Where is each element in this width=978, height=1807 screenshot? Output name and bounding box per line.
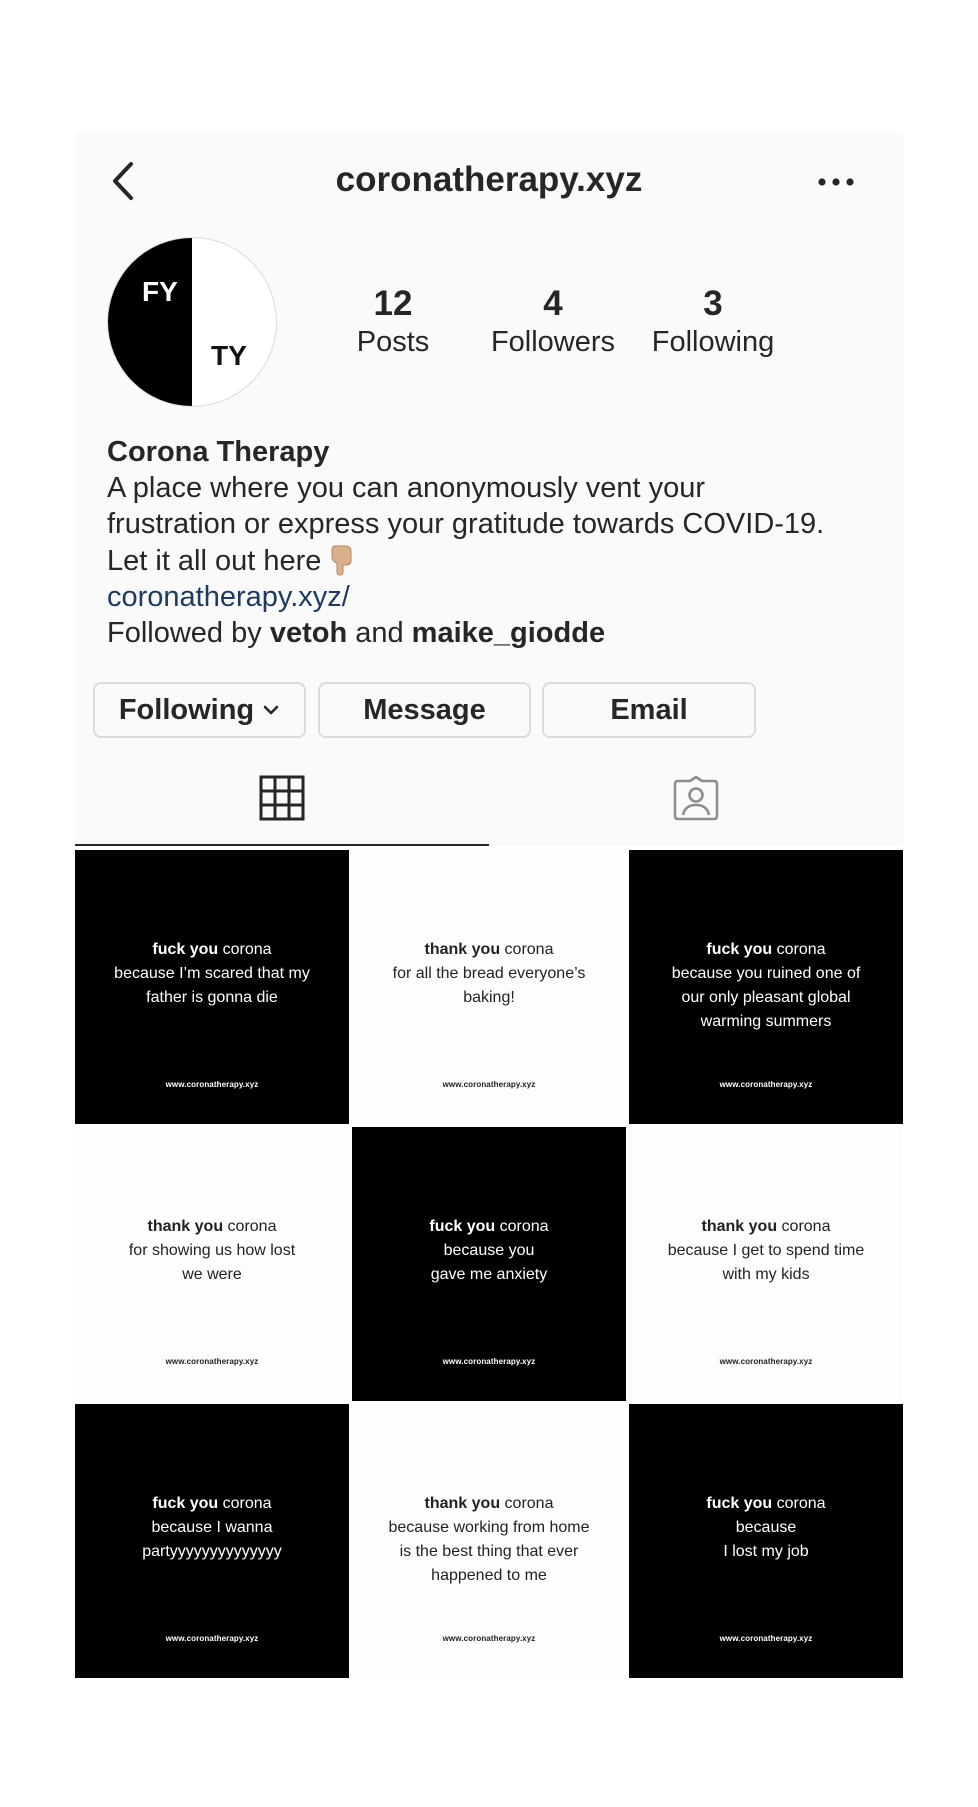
post-tile[interactable]	[75, 1127, 349, 1401]
stat-following-label: Following	[651, 326, 775, 358]
avatar-left-text: FY	[142, 276, 178, 307]
followed-by-line	[107, 615, 887, 651]
post-headline-bold: thank you	[424, 1495, 501, 1512]
stat-followers-label: Followers	[490, 326, 616, 358]
profile-website-link[interactable]: coronatherapy.xyz/	[107, 581, 350, 613]
post-headline	[635, 938, 897, 962]
post-text-line: with my kids	[722, 1266, 810, 1283]
post-text-line: for all the bread everyone’s	[392, 965, 586, 982]
post-headline-bold: fuck you	[706, 1495, 773, 1512]
post-headline	[635, 1215, 897, 1239]
post-headline-bold: fuck you	[152, 1495, 219, 1512]
post-headline	[635, 1492, 897, 1516]
post-headline-bold: thank you	[147, 1218, 224, 1235]
post-headline	[358, 1492, 620, 1516]
post-website-footer: www.coronatherapy.xyz	[719, 1080, 813, 1089]
post-headline-rest: corona	[499, 1218, 549, 1235]
post-text-line: because	[735, 1519, 797, 1536]
post-headline-rest: corona	[776, 941, 826, 958]
stat-followers-count: 4	[543, 284, 563, 323]
stat-following[interactable]	[638, 284, 788, 360]
post-tile[interactable]	[75, 850, 349, 1124]
post-website-footer: www.coronatherapy.xyz	[719, 1634, 813, 1643]
post-headline-rest: corona	[776, 1495, 826, 1512]
avatar-right-text: TY	[211, 340, 247, 371]
avatar-black-half	[108, 238, 192, 406]
post-website-footer: www.coronatherapy.xyz	[165, 1080, 259, 1089]
post-tile[interactable]	[352, 850, 626, 1124]
bio-line: A place where you can anonymously vent your	[107, 472, 706, 504]
followed-by-prefix: Followed by	[107, 617, 262, 649]
stat-posts[interactable]	[318, 284, 468, 360]
post-tile[interactable]	[352, 1127, 626, 1401]
post-text	[358, 938, 620, 1010]
post-text	[81, 1215, 343, 1287]
post-text-line: father is gonna die	[146, 989, 278, 1006]
post-headline	[358, 938, 620, 962]
active-tab-indicator	[75, 844, 489, 846]
following-button-label: Following	[118, 693, 255, 726]
post-website-footer: www.coronatherapy.xyz	[442, 1080, 536, 1089]
post-text-line: I lost my job	[723, 1543, 809, 1560]
post-headline-rest: corona	[504, 1495, 554, 1512]
profile-bio	[107, 434, 887, 651]
post-text	[635, 938, 897, 1034]
post-headline	[81, 1215, 343, 1239]
post-text-line: happened to me	[431, 1567, 547, 1584]
post-text-line: we were	[182, 1266, 242, 1283]
profile-username: coronatherapy.xyz	[335, 160, 643, 199]
followed-by-user-maike[interactable]: maike_giodde	[411, 617, 606, 649]
post-headline-rest: corona	[781, 1218, 831, 1235]
tagged-person-icon	[672, 775, 720, 821]
post-text	[358, 1215, 620, 1287]
pointing-down-emoji-icon	[329, 542, 355, 576]
post-headline	[81, 1492, 343, 1516]
post-headline-bold: fuck you	[706, 941, 773, 958]
post-headline-rest: corona	[222, 1495, 272, 1512]
email-button-label: Email	[610, 693, 688, 726]
message-button[interactable]	[318, 682, 531, 738]
post-text-line: because working from home	[388, 1519, 590, 1536]
post-headline-rest: corona	[227, 1218, 277, 1235]
post-text	[81, 1492, 343, 1564]
post-headline-bold: thank you	[424, 941, 501, 958]
post-text-line: for showing us how lost	[128, 1242, 296, 1259]
post-text-line: is the best thing that ever	[399, 1543, 579, 1560]
post-website-footer: www.coronatherapy.xyz	[719, 1357, 813, 1366]
post-headline-bold: fuck you	[429, 1218, 496, 1235]
post-tile[interactable]	[629, 1404, 903, 1678]
post-tile[interactable]	[629, 850, 903, 1124]
post-headline	[81, 938, 343, 962]
top-bar	[75, 132, 903, 228]
tab-tagged[interactable]	[489, 752, 903, 844]
grid-icon	[259, 775, 305, 821]
post-website-footer: www.coronatherapy.xyz	[165, 1357, 259, 1366]
post-tile[interactable]	[352, 1404, 626, 1678]
post-headline-rest: corona	[222, 941, 272, 958]
following-button[interactable]	[93, 682, 306, 738]
bio-line-with-emoji	[107, 542, 887, 579]
post-website-footer: www.coronatherapy.xyz	[442, 1357, 536, 1366]
stat-following-count: 3	[703, 284, 723, 323]
bio-line: Let it all out here	[107, 545, 322, 577]
post-text-line: baking!	[463, 989, 515, 1006]
followed-by-and: and	[355, 617, 404, 649]
post-text-line: warming summers	[700, 1013, 832, 1030]
profile-display-name: Corona Therapy	[107, 436, 330, 468]
more-options-button[interactable]	[813, 170, 859, 194]
post-text-line: because I wanna	[151, 1519, 273, 1536]
email-button[interactable]	[542, 682, 756, 738]
post-headline-rest: corona	[504, 941, 554, 958]
post-text-line: because you	[443, 1242, 535, 1259]
post-text	[635, 1215, 897, 1287]
stat-followers[interactable]	[478, 284, 628, 360]
profile-avatar[interactable]	[107, 237, 277, 407]
followed-by-user-vetoh[interactable]: vetoh	[269, 617, 348, 649]
post-tile[interactable]	[629, 1127, 903, 1401]
message-button-label: Message	[363, 693, 486, 726]
chevron-down-icon	[262, 704, 280, 716]
post-text-line: because I get to spend time	[667, 1242, 865, 1259]
post-website-footer: www.coronatherapy.xyz	[165, 1634, 259, 1643]
more-dots-icon	[813, 170, 859, 194]
stat-posts-count: 12	[373, 284, 413, 323]
tab-posts-grid[interactable]	[75, 752, 489, 844]
post-text	[81, 938, 343, 1010]
post-text	[635, 1492, 897, 1564]
post-text-line: partyyyyyyyyyyyyyy	[142, 1543, 282, 1560]
post-headline-bold: thank you	[701, 1218, 778, 1235]
post-website-footer: www.coronatherapy.xyz	[442, 1634, 536, 1643]
post-text	[358, 1492, 620, 1588]
post-text-line: gave me anxiety	[430, 1266, 548, 1283]
bio-line: frustration or express your gratitude towards COVID-19.	[107, 508, 825, 540]
post-text-line: because you ruined one of	[671, 965, 861, 982]
stat-posts-label: Posts	[356, 326, 430, 358]
post-text-line: our only pleasant global	[681, 989, 851, 1006]
post-text-line: because I’m scared that my	[114, 965, 310, 982]
post-headline-bold: fuck you	[152, 941, 219, 958]
post-headline	[358, 1215, 620, 1239]
post-tile[interactable]	[75, 1404, 349, 1678]
posts-grid	[75, 850, 903, 1676]
profile-screen	[75, 132, 903, 846]
